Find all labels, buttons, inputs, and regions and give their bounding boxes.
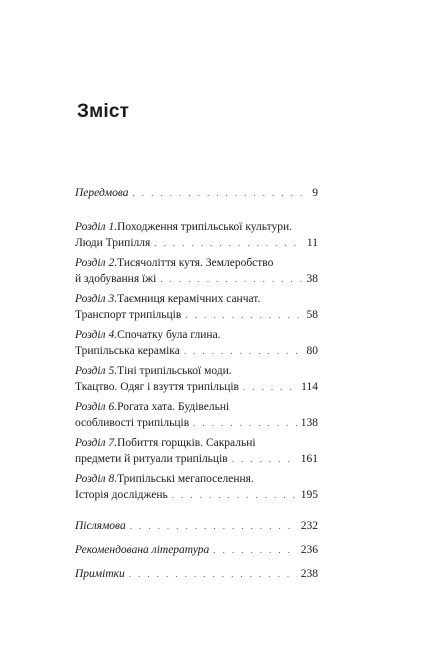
toc-entry-subtitle: Транспорт трипільців — [75, 309, 182, 321]
toc-entry-chapter-3[interactable] — [75, 291, 318, 323]
toc-entry-subtitle: особливості трипільців — [75, 417, 190, 429]
toc-entry-label: Рекомендована література — [75, 544, 210, 556]
dot-leader — [232, 451, 297, 467]
toc-page-number: 9 — [312, 187, 318, 199]
toc-entry-title: Тіні трипільської моди. — [117, 365, 232, 377]
toc-entry-label: Розділ 4. — [75, 329, 118, 341]
dot-leader — [185, 307, 302, 323]
toc-entry-title: Походження трипільської культури. — [117, 221, 292, 233]
toc-page-number: 38 — [306, 273, 318, 285]
toc-entry-label: Розділ 6. — [75, 401, 118, 413]
toc-entry-subtitle: предмети й ритуали трипільців — [75, 453, 228, 465]
dot-leader — [193, 415, 297, 431]
toc-entry-title: Тисячоліття кутя. Землеробство — [117, 257, 274, 269]
dot-leader — [154, 235, 303, 251]
toc-entry-foreword[interactable] — [75, 185, 318, 201]
dot-leader — [213, 542, 296, 558]
toc-entry-recommended-literature[interactable] — [75, 542, 318, 558]
toc-entry-label: Післямова — [75, 520, 126, 532]
dot-leader — [243, 379, 297, 395]
dot-leader — [184, 343, 303, 359]
toc-entry-subtitle: Історія досліджень — [75, 489, 168, 501]
toc-entry-title: Спочатку була глина. — [117, 329, 221, 341]
toc-entry-subtitle: Трипільська кераміка — [75, 345, 180, 357]
dot-leader — [130, 518, 297, 534]
dot-leader — [133, 185, 309, 201]
toc-entry-subtitle: Ткацтво. Одяг і взуття трипільців — [75, 381, 239, 393]
toc-entry-chapter-6[interactable] — [75, 399, 318, 431]
toc-entry-label: Розділ 1. — [75, 221, 118, 233]
toc-entry-chapter-5[interactable] — [75, 363, 318, 395]
toc-entry-label: Розділ 3. — [75, 293, 118, 305]
dot-leader — [129, 566, 297, 582]
toc-entry-afterword[interactable] — [75, 518, 318, 534]
toc-entry-chapter-7[interactable] — [75, 435, 318, 467]
toc-entry-title: Трипільські мегапоселення. — [117, 473, 254, 485]
toc-page-number: 58 — [306, 309, 318, 321]
toc-entry-label: Передмова — [75, 187, 129, 199]
toc-entry-subtitle: й здобування їжі — [75, 273, 157, 285]
toc-entry-chapter-4[interactable] — [75, 327, 318, 359]
dot-leader — [172, 487, 297, 503]
toc-page-number: 11 — [306, 237, 318, 249]
toc-entry-label: Розділ 2. — [75, 257, 118, 269]
toc-entry-label: Розділ 5. — [75, 365, 118, 377]
toc-entry-title: Рогата хата. Будівельні — [117, 401, 230, 413]
toc-entry-notes[interactable] — [75, 566, 318, 582]
toc-page-number: 114 — [301, 381, 318, 393]
page-title: Зміст — [77, 101, 130, 122]
toc-page-number: 238 — [300, 568, 318, 580]
toc-entry-chapter-8[interactable] — [75, 471, 318, 503]
toc-page-number: 195 — [300, 489, 318, 501]
toc-page-number: 80 — [306, 345, 318, 357]
toc-page-number: 138 — [300, 417, 318, 429]
toc-page-number: 161 — [300, 453, 318, 465]
toc-entry-label: Примітки — [75, 568, 125, 580]
toc-entry-label: Розділ 7. — [75, 437, 118, 449]
toc-entry-subtitle: Люди Трипілля — [75, 237, 151, 249]
dot-leader — [160, 271, 302, 287]
toc-entry-chapter-2[interactable] — [75, 255, 318, 287]
toc-entry-label: Розділ 8. — [75, 473, 118, 485]
toc-entry-title: Таємниця керамічних санчат. — [117, 293, 261, 305]
toc-page-number: 232 — [300, 520, 318, 532]
toc-entry-title: Побиття горщків. Сакральні — [117, 437, 256, 449]
toc-page-number: 236 — [300, 544, 318, 556]
toc-entry-chapter-1[interactable] — [75, 219, 318, 251]
